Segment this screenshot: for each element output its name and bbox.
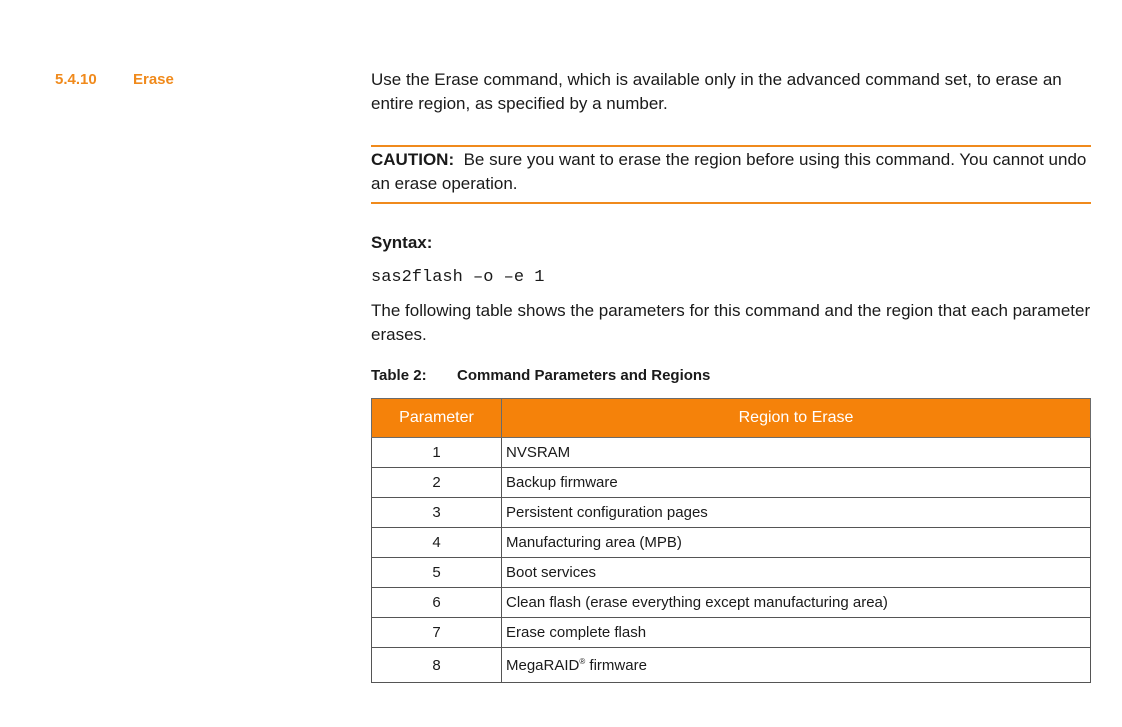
parameters-table [371, 398, 1091, 683]
caution-label: CAUTION: [371, 150, 455, 169]
region-cell: Clean flash (erase everything except manufacturing area) [502, 588, 1091, 618]
column-header-region: Region to Erase [502, 399, 1091, 438]
region-cell: NVSRAM [502, 438, 1091, 468]
table-row [372, 648, 1091, 683]
parameter-cell: 5 [372, 558, 502, 588]
column-header-parameter: Parameter [372, 399, 502, 438]
intro-paragraph: Use the Erase command, which is available only in the advanced command set, to erase an entire region, as specified by a number. [371, 70, 1062, 113]
region-cell: Backup firmware [502, 468, 1091, 498]
table-caption-title: Command Parameters and Regions [457, 367, 711, 384]
syntax-command: sas2flash –o –e 1 [371, 268, 545, 287]
table-caption-number: Table 2: [371, 367, 427, 384]
table-row [372, 498, 1091, 528]
region-cell [502, 648, 1091, 683]
table-row [372, 558, 1091, 588]
section-title: Erase [133, 71, 174, 88]
parameter-cell: 4 [372, 528, 502, 558]
table-row [372, 468, 1091, 498]
table-row [372, 528, 1091, 558]
table-row [372, 588, 1091, 618]
parameter-cell: 6 [372, 588, 502, 618]
table-row [372, 438, 1091, 468]
table-caption [371, 366, 1091, 386]
parameter-cell: 2 [372, 468, 502, 498]
region-cell: Manufacturing area (MPB) [502, 528, 1091, 558]
registered-mark: ® [579, 656, 586, 666]
parameter-cell: 3 [372, 498, 502, 528]
syntax-heading: Syntax: [371, 233, 433, 252]
table-row [372, 618, 1091, 648]
section-content [371, 68, 1091, 683]
section-number: 5.4.10 [55, 71, 97, 88]
region-cell: Boot services [502, 558, 1091, 588]
table-header-row [372, 399, 1091, 438]
region-cell: Erase complete flash [502, 618, 1091, 648]
parameter-cell: 7 [372, 618, 502, 648]
table-intro-paragraph: The following table shows the parameters for this command and the region that each parameter erases. [371, 301, 1091, 344]
parameter-cell: 1 [372, 438, 502, 468]
region-suffix: firmware [585, 656, 647, 674]
region-cell: Persistent configuration pages [502, 498, 1091, 528]
caution-text: Be sure you want to erase the region before using this command. You cannot undo an erase operation. [371, 150, 1087, 193]
region-text: MegaRAID [506, 656, 580, 674]
parameter-cell: 8 [372, 648, 502, 683]
caution-box [371, 145, 1091, 204]
